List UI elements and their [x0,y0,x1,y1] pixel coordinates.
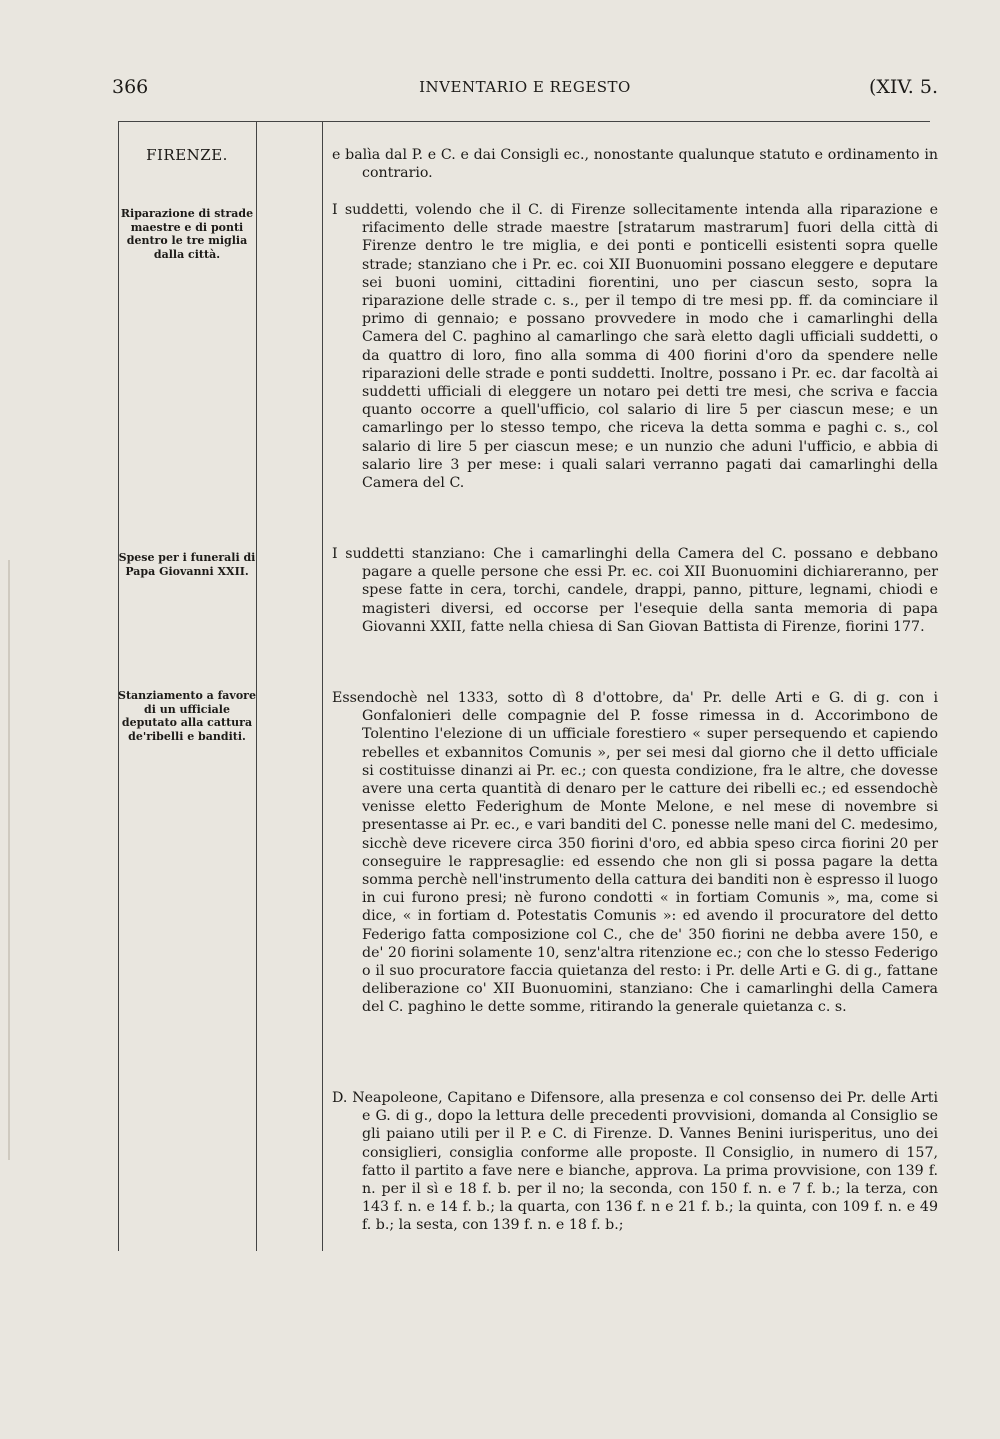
margin-note-funeral: Spese per i funerali di Papa Giovanni XXII. [118,551,256,578]
column-rule-left [118,121,119,1251]
paragraph-3 [332,545,938,636]
paragraph-2 [332,201,938,492]
binding-edge [8,560,10,1160]
paragraph-text: I suddetti, volendo che il C. di Firenze sollecitamente intenda alla riparazione e rifacimento delle strade maestre [stratarum mastrarum] fuori della città di Firenze dentro le tre miglia, e dei ponti e ponticelli esistenti sopra quelle strade; stanziano che i Pr. ec. coi XII Buonuomini possano eleggere e deputare sei buoni uomini, cittadini fiorentini, uno per ciascun sesto, sopra la riparazione delle strade c. s., per il tempo di tre mesi pp. ff. da cominciare il primo di gennaio; e possano provvedere in modo che i camarlinghi della Camera del C. paghino al camarlingo che sarà eletto dagli ufficiali suddetti, o da quattro di loro, fino alla somma di 400 fiorini d'oro da spendere nelle riparazioni delle strade e ponti suddetti. Inoltre, possano i Pr. ec. dar facoltà ai suddetti ufficiali di eleggere un notaro pei detti tre mesi, che scriva e faccia quanto occorre a quell'ufficio, col salario di lire 5 per ciascun mese; e un camarlingo per lo stesso tempo, che riceva la detta somma e paghi c. s., col salario di lire 5 per ciascun mese; e un nunzio che aduni l'ufficio, e abbia di salario lire 3 per mese: i quali salari verranno pagati dai camarlinghi della Camera del C. [332,202,938,492]
paragraph-text: Essendochè nel 1333, sotto dì 8 d'ottobre, da' Pr. delle Arti e G. di g. con i Gonfalonieri delle compagnie del P. fosse rimessa in d. Accorimbono de Tolentino l'elezione di un ufficiale forestiero « super persequendo et capiendo rebelles et exbannitos Comunis », per sei mesi dal giorno che il detto ufficiale si costituisse dinanzi ai Pr. ec.; con questa condizione, fra le altre, che dovesse avere una certa quantità di denaro per le catture dei ribelli ec.; ed essendochè venisse eletto Federighum de Monte Melone, e nel mese di novembre si presentasse ai Pr. ec., e vari banditi del C. ponesse nelle mani del C. medesimo, sicchè deve ricevere circa 350 fiorini d'oro, ed abbia speso circa fiorini 20 per conseguire le rappresaglie: ed essendo che non gli si possa pagare la detta somma perchè nell'instrumento della cattura dei banditi non è espresso il luogo in cui furono presi; nè furono condotti « in fortiam Comunis », ma, come si dice, « in fortiam d. Potestatis Comunis »: ed avendo il procuratore del detto Federigo fatta composizione col C., che de' 350 fiorini ne debba avere 150, e de' 20 fiorini solamente 10, senz'altra ritenzione ec.; con che lo stesso Federigo o il suo procuratore faccia quietanza del resto: i Pr. delle Arti e G. di g., fattane deliberazione co' XII Buonuomini, stanziano: Che i camarlinghi della Camera del C. paghino le dette somme, ritirando la generale quietanza c. s. [332,690,938,1016]
page-number: 366 [112,76,149,98]
section-number: (XIV. 5. [868,76,938,98]
column-rule-middle [256,121,257,1251]
paragraph-text: I suddetti stanziano: Che i camarlinghi della Camera del C. possano e debbano pagare a quelle persone che essi Pr. ec. coi XII Buonuomini dichiareranno, per spese fatte in cera, torchi, candele, drappi, panno, pitture, legnami, chiodi e magisteri diversi, ed occorse per l'esequie della santa memoria di papa Giovanni XXII, fatte nella chiesa di San Giovan Battista di Firenze, fiorini 177. [332,546,938,635]
paragraph-text: D. Neapoleone, Capitano e Difensore, alla presenza e col consenso dei Pr. delle Arti e G. di g., dopo la lettura delle precedenti provvisioni, domanda al Consiglio se gli paiano utili per il P. e C. di Firenze. D. Vannes Benini iurisperitus, uno dei consiglieri, consiglia conforme alle proposte. Il Consiglio, in numero di 157, fatto il partito a fave nere e bianche, approva. La prima provvisione, con 139 f. n. per il sì e 18 f. b. per il no; la seconda, con 150 f. n. e 7 f. b.; la terza, con 143 f. n. e 14 f. b.; la quarta, con 136 f. n e 21 f. b.; la quinta, con 109 f. n. e 49 f. b.; la sesta, con 139 f. n. e 18 f. b.; [332,1090,938,1234]
column-rule-right [322,121,323,1251]
page-header [112,76,938,100]
place-heading: FIRENZE. [146,146,228,164]
paragraph-1 [332,146,938,182]
running-title: INVENTARIO E REGESTO [419,78,631,96]
margin-note-roads: Riparazione di strade maestre e di ponti dentro le tre miglia dalla città. [120,207,254,261]
paragraph-4 [332,689,938,1017]
paragraph-text: e balìa dal P. e C. e dai Consigli ec., nonostante qualunque statuto e ordinamento in contrario. [332,147,938,182]
margin-note-officer: Stanziamento a favore di un ufficiale deputato alla cattura de'ribelli e banditi. [118,689,256,743]
header-rule [118,121,930,122]
paragraph-5 [332,1089,938,1235]
